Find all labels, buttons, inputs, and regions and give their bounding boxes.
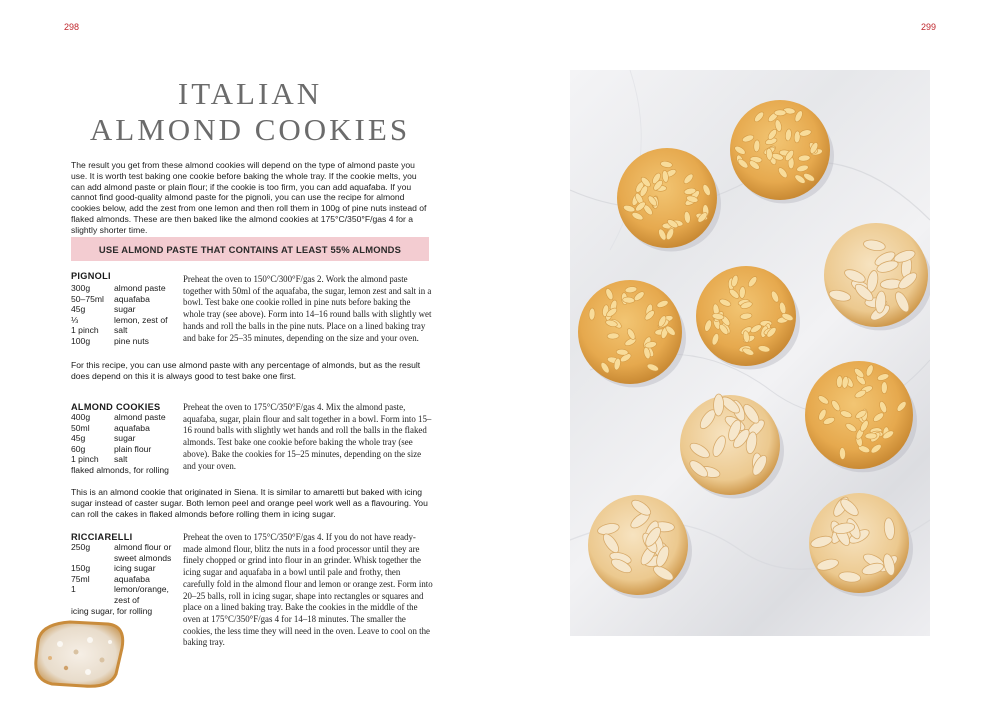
recipe-note: For this recipe, you can use almond paste with any percentage of almonds, but as the result does depend on this it is always good to test bake one first. bbox=[71, 360, 421, 381]
ingredient-qty: 1 pinch bbox=[71, 325, 99, 336]
ingredient-row bbox=[71, 294, 183, 305]
ingredient-item: almond flour or sweet almonds bbox=[114, 542, 172, 563]
ingredient-extra: flaked almonds, for rolling bbox=[71, 464, 169, 475]
pine-nut-cookie bbox=[805, 361, 917, 472]
ingredient-item: lemon, zest of bbox=[114, 314, 168, 325]
ingredient-qty: 250g bbox=[71, 542, 91, 552]
recipe-almond-cookies bbox=[71, 402, 432, 475]
ingredient-list bbox=[71, 542, 183, 616]
ingredient-item: aquafaba bbox=[114, 293, 150, 304]
ingredient-item: lemon/orange, zest of bbox=[114, 584, 169, 605]
ingredient-qty: 60g bbox=[71, 443, 86, 454]
cookies-photo bbox=[570, 70, 930, 636]
method-text: Preheat the oven to 175°C/350°F/gas 4. If you do not have ready-made almond flour, blitz the nuts in a food processor until they are finely chopped or grind into flour in an grinder. Whisk together the icing sugar and aquafaba in a bowl until pale and frothy, then carefully fold in the almond flour and lemon or orange zest. Form into 20–25 balls, roll in icing sugar, shape into rectangles or squares and place on a lined baking tray. Bake the cookies in the middle of the oven at 175°C/350°F/gas 4 for 14–18 minutes. The smaller the cookies, the less time they will need in the oven. Leave to cool on the baking tray. bbox=[183, 532, 433, 648]
ingredient-qty: 150g bbox=[71, 563, 91, 574]
ingredient-row bbox=[71, 433, 201, 444]
ingredient-row bbox=[71, 315, 183, 326]
title-line-2: ALMOND COOKIES bbox=[89, 112, 411, 147]
ingredient-extra: icing sugar, for rolling bbox=[71, 605, 153, 616]
recipe-name: RICCIARELLI bbox=[71, 532, 133, 542]
ingredient-row bbox=[71, 584, 183, 605]
ingredient-item: almond paste bbox=[114, 412, 166, 422]
page-number-left: 298 bbox=[64, 22, 80, 32]
pine-nut-cookie bbox=[578, 280, 686, 387]
ingredient-item: pine nuts bbox=[114, 335, 149, 346]
ingredient-row bbox=[71, 454, 201, 465]
method-text: Preheat the oven to 150°C/300°F/gas 2. Work the almond paste together with 50ml of the aquafaba, the sugar, lemon zest and salt in a bowl. Test bake one cookie rolled in pine nuts before baking the whole tray (see above). Form into 14–16 round balls with slightly wet hands and roll the balls in the pine nuts. Place on a lined baking tray and bake for 25–35 minutes, depending on the size and your oven. bbox=[183, 274, 432, 343]
cookies-photo-art bbox=[570, 70, 930, 636]
ingredient-qty: 45g bbox=[71, 433, 86, 444]
ingredient-item: plain flour bbox=[114, 443, 152, 454]
ingredient-item: sugar bbox=[114, 433, 136, 444]
almond-cookie bbox=[680, 394, 784, 499]
intro-paragraph: The result you get from these almond cookies will depend on the type of almond paste you use. It is worth test baking one cookie before baking the whole tray. If the cookie melts, you can add almond paste or plain flour; if the cookie is too firm, you can add aquafaba. If you cannot find good-quality almond paste for the pignoli, you can use the recipe for almond cookies below, add the zest from one lemon and then roll them in 100g of pine nuts instead of flaked almonds. These are then baked like the almond cookies at 175°C/350°F/gas 4 for a slightly shorter time. bbox=[71, 160, 427, 235]
ingredient-row bbox=[71, 542, 183, 563]
ingredient-qty: 1 pinch bbox=[71, 454, 99, 465]
ingredient-row bbox=[71, 325, 183, 336]
almond-cookie bbox=[588, 495, 692, 599]
ingredient-qty: 50–75ml bbox=[71, 293, 104, 304]
ingredient-qty: 50ml bbox=[71, 422, 90, 433]
tip-banner-text: USE ALMOND PASTE THAT CONTAINS AT LEAST 55% ALMONDS bbox=[98, 243, 402, 255]
tip-banner bbox=[71, 237, 429, 261]
ingredient-item: sugar bbox=[114, 304, 136, 315]
ingredient-row bbox=[71, 444, 201, 455]
recipe-name: ALMOND COOKIES bbox=[71, 402, 161, 412]
ingredient-qty: 300g bbox=[71, 283, 91, 293]
pine-nut-cookie bbox=[730, 100, 834, 204]
almond-cookie bbox=[809, 493, 913, 597]
ingredient-qty: ⅓ bbox=[71, 314, 79, 325]
ingredient-qty: 1 bbox=[71, 584, 76, 595]
ingredient-item: icing sugar bbox=[114, 563, 156, 574]
ingredient-row bbox=[71, 412, 201, 423]
ingredient-qty: 100g bbox=[71, 335, 91, 346]
ingredient-item: almond paste bbox=[114, 283, 166, 293]
ingredient-row bbox=[71, 304, 183, 315]
recipe-name: PIGNOLI bbox=[71, 271, 111, 281]
ingredient-row bbox=[71, 574, 183, 585]
title-line-1: ITALIAN bbox=[177, 76, 323, 111]
ingredient-qty: 75ml bbox=[71, 573, 90, 584]
ingredient-item: aquafaba bbox=[114, 573, 150, 584]
recipe-ricciarelli bbox=[71, 532, 433, 648]
page-number-right: 299 bbox=[921, 22, 937, 32]
ingredient-row bbox=[71, 283, 183, 294]
ingredient-row bbox=[71, 563, 183, 574]
ingredient-list bbox=[71, 412, 201, 476]
ingredient-item: salt bbox=[114, 454, 128, 465]
recipe-title bbox=[70, 76, 430, 148]
almond-cookie bbox=[824, 223, 930, 330]
recipe-pignoli bbox=[71, 271, 432, 346]
ingredient-list bbox=[71, 283, 183, 347]
pine-nut-cookie bbox=[617, 148, 721, 252]
ingredient-item: aquafaba bbox=[114, 422, 150, 433]
ingredient-qty: 45g bbox=[71, 304, 86, 315]
ingredient-row bbox=[71, 423, 201, 434]
ingredient-item: salt bbox=[114, 325, 128, 336]
pine-nut-cookie bbox=[696, 266, 800, 370]
ricciarelli-cookie-image bbox=[30, 612, 130, 694]
method-text: Preheat the oven to 175°C/350°F/gas 4. Mix the almond paste, aquafaba, sugar, plain flour and salt together in a bowl. Form into 15–16 round balls with slightly wet hands and roll the balls in the flaked almonds. Test bake one cookie before baking the whole tray (see above). Bake the cookies for 15–25 minutes, depending on the size and your oven. bbox=[183, 402, 432, 471]
recipe-note: This is an almond cookie that originated in Siena. It is similar to amaretti but baked with icing sugar instead of caster sugar. Both lemon peel and orange peel work well as a flavouring. You can roll the cakes in flaked almonds before rolling them in icing sugar. bbox=[71, 487, 428, 519]
ingredient-row bbox=[71, 336, 183, 347]
ingredient-qty: 400g bbox=[71, 412, 91, 422]
